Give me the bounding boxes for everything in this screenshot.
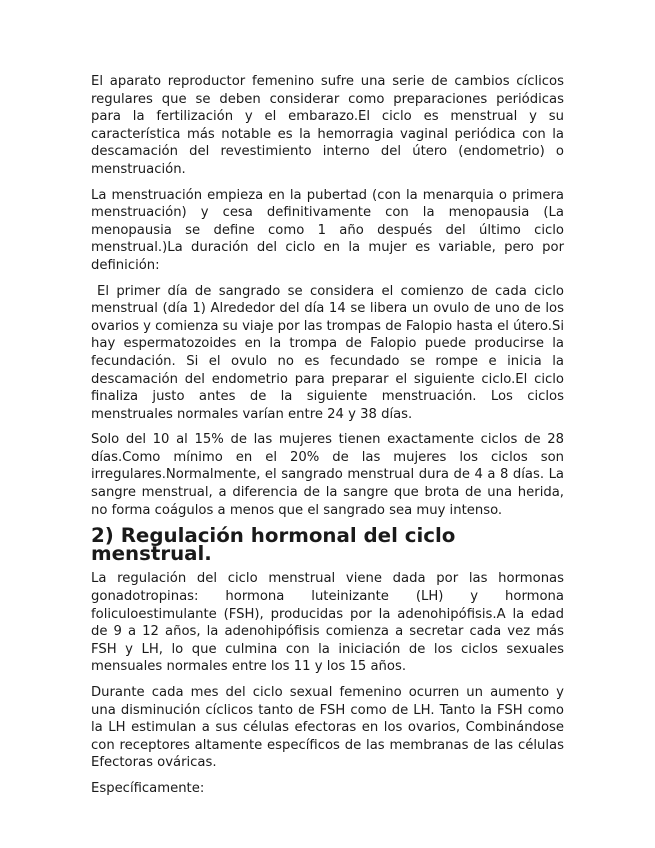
document-page: [91, 73, 564, 798]
paragraph-ciclo-intro: El aparato reproductor femenino sufre una serie de cambios cíclicos regulares que se deben considerar como preparaciones periódicas para la fertilización y el embarazo.El ciclo es menstrual y su característica más notable es la hemorragia vaginal periódica con la descamación del revestimiento interno del útero (endometrio) o menstruación.: [91, 74, 564, 177]
paragraph-regulacion: La regulación del ciclo menstrual viene dada por las hormonas gonadotropinas: hormona luteinizante (LH) y hormona foliculoestimulante (FSH), producidas por la adenohipófisis.A la edad de 9 a 12 años, la adenohipófisis comienza a secretar cada vez más FSH y LH, lo que culmina con la iniciación de los ciclos sexuales mensuales normales entre los 11 y los 15 años.: [91, 571, 564, 675]
paragraph-fsh-lh: Durante cada mes del ciclo sexual femenino ocurren un aumento y una disminución cíclicos tanto de FSH como de LH. Tanto la FSH como la LH estimulan a sus células efectoras en los ovarios, Combinándose con receptores altamente específicos de las membranas de las células Efectoras ováricas.: [91, 685, 564, 771]
paragraph-primer-dia: El primer día de sangrado se considera el comienzo de cada ciclo menstrual (día 1) Alrededor del día 14 se libera un ovulo de uno de los ovarios y comienza su viaje por las trompas de Falopio hasta el útero.Si hay espermatozoides en la trompa de Falopio puede producirse la fecundación. Si el ovulo no es fecundado se rompe e inicia la descamación del endometrio para preparar el siguiente ciclo.El ciclo finaliza justo antes de la siguiente menstruación. Los ciclos menstruales normales varían entre 24 y 38 días.: [91, 283, 564, 422]
paragraph-estadisticas: Solo del 10 al 15% de las mujeres tienen exactamente ciclos de 28 días.Como mínimo en el 20% de las mujeres los ciclos son irregulares.Normalmente, el sangrado menstrual dura de 4 a 8 días. La sangre menstrual, a diferencia de la sangre que brota de una herida, no forma coágulos a menos que el sangrado sea muy intenso.: [91, 432, 564, 518]
section-heading-regulacion: 2) Regulación hormonal del ciclo menstrual.: [91, 524, 456, 565]
paragraph-especificamente: Específicamente:: [91, 780, 205, 796]
paragraph-menstruacion: La menstruación empieza en la pubertad (con la menarquia o primera menstruación) y cesa definitivamente con la menopausia (La menopausia se define como 1 año después del último ciclo menstrual.)La duración del ciclo en la mujer es variable, pero por definición:: [91, 187, 564, 273]
